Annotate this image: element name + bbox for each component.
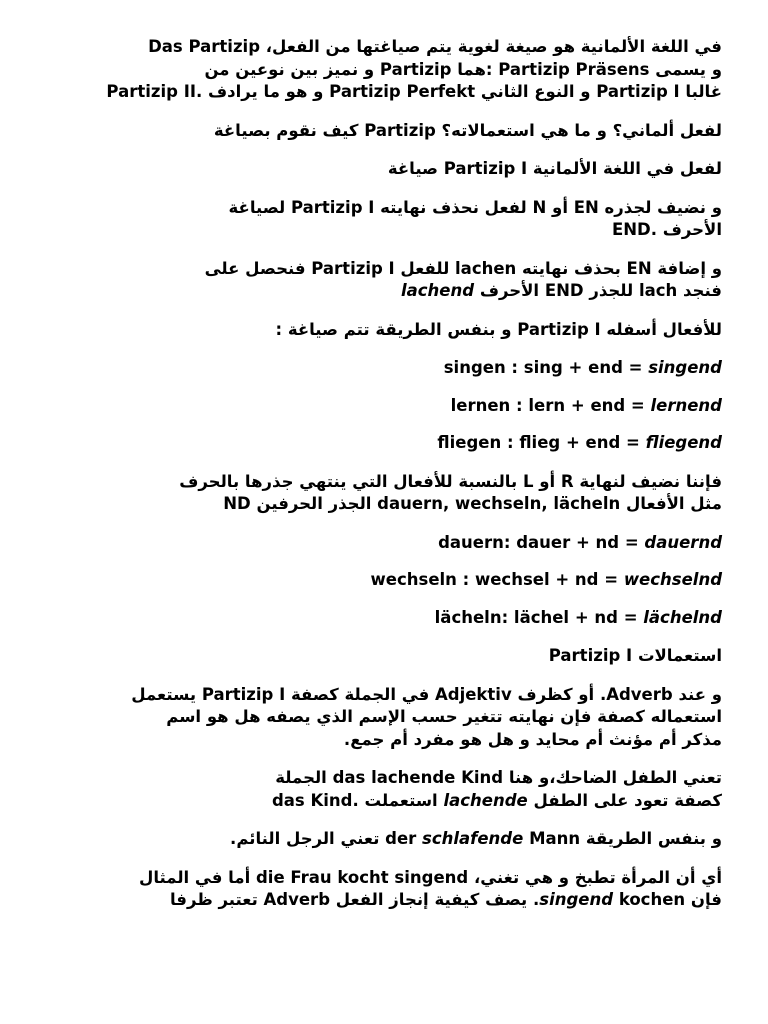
text-line: لفعل في اللغة الألمانية Partizip I صياغة [387,159,722,178]
text-line: مذكر أم مؤنث أم محايد و هل هو مفرد أم جمع. [343,729,722,749]
example-formula: fliegen : flieg + end = [437,433,646,452]
text-line: مثل الأفعال dauern, wechseln, lächeln الجذر الحرفين ND [223,494,722,513]
paragraph-r-l-rule [52,471,722,516]
text-line [52,828,722,851]
text-segment: فنجد lach للجذر END الأحرف [479,281,722,300]
example-formula: wechseln : wechsel + nd = [370,570,624,589]
section-heading-formation [52,158,722,181]
text-segment: Mann [529,829,581,848]
text-line: في اللغة الألمانية هو صيغة لغوية يتم صياغتها من الفعل، Das Partizip [148,37,722,56]
example-line [52,607,722,630]
example-formula: lächeln: lächel + nd = [434,607,644,627]
example-result: lächelnd [643,607,722,627]
paragraph-schlafende-mann [52,828,722,851]
example-line [52,532,722,555]
text-line: و إضافة EN بحذف نهايته lachen للفعل Partizip I فنحصل على [204,258,722,278]
text-line [52,280,722,303]
text-segment: فإن [690,890,722,909]
text-segment: das Kind. استعملت [271,790,438,810]
example-formula: dauern: dauer + nd = [438,532,645,552]
example-result: wechselnd [623,570,722,589]
example-result: singend [648,358,722,377]
italic-term: lachend [400,281,475,300]
paragraph-question [52,120,722,143]
paragraph-formation-rule [52,197,722,242]
text-line [52,790,722,813]
paragraph-same-method [52,319,722,342]
example-line [52,569,722,592]
paragraph-lachende-kind [52,767,722,812]
text-segment: كصفة تعود على الطفل [533,790,722,810]
text-line: END. الأحرف [611,220,722,239]
text-line: و يسمى Partizip Präsens :هما Partizip و نميز بين نوعين من [204,59,722,79]
italic-term: schlafende [422,829,524,848]
text-line: للأفعال أسفله Partizip I و بنفس الطريقة تتم صياغة : [275,319,722,339]
text-line: Partizip I استعمالات [548,646,722,665]
text-line: و عند Adverb. أو كظرف Adjektiv في الجملة كصفة Partizip I يستعمل [131,684,722,704]
text-segment: kochen. يصف كيفية إنجاز الفعل Adverb تعتبر ظرفا [169,890,686,909]
text-line: استعماله كصفة فإن نهايته تتغير حسب الإسم الذي يصفه هل هو اسم [166,707,722,726]
example-line [52,432,722,455]
paragraph-intro [52,36,722,104]
text-line: أي أن المرأة تطبخ و هي تغني، die Frau kocht singend أما في المثال [139,867,722,887]
text-line [52,889,722,912]
example-line [52,395,722,418]
example-formula: singen : sing + end = [443,358,649,377]
italic-term: lachende [443,790,528,810]
text-segment: و بنفس الطريقة der [385,829,722,848]
example-line [52,357,722,380]
italic-term: singend [539,890,614,909]
text-line: و نضيف لجذره EN أو N لفعل نحذف نهايته Partizip I لصياغة [228,197,722,217]
section-heading-usage [52,645,722,668]
text-line: Partizip II. و هو ما يرادف Partizip Perfekt و النوع الثاني Partizip I غالبا [106,82,722,101]
paragraph-lachen-example [52,258,722,303]
paragraph-usage [52,684,722,752]
text-line: تعني الطفل الضاحك،و هنا das lachende Kind الجملة [275,768,722,787]
text-segment: تعني الرجل النائم. [230,829,380,848]
text-line: لفعل ألماني؟ و ما هي استعمالاته؟ Partizip كيف نقوم بصياغة [213,120,722,140]
example-result: dauernd [644,532,722,552]
example-result: lernend [650,395,722,415]
paragraph-singend-adverb [52,867,722,912]
example-formula: lernen : lern + end = [450,395,651,415]
example-result: fliegend [645,433,722,452]
text-line: فإننا نضيف لنهاية R أو L بالنسبة للأفعال التي ينتهي جذرها بالحرف [179,471,722,491]
document-body [52,36,722,928]
